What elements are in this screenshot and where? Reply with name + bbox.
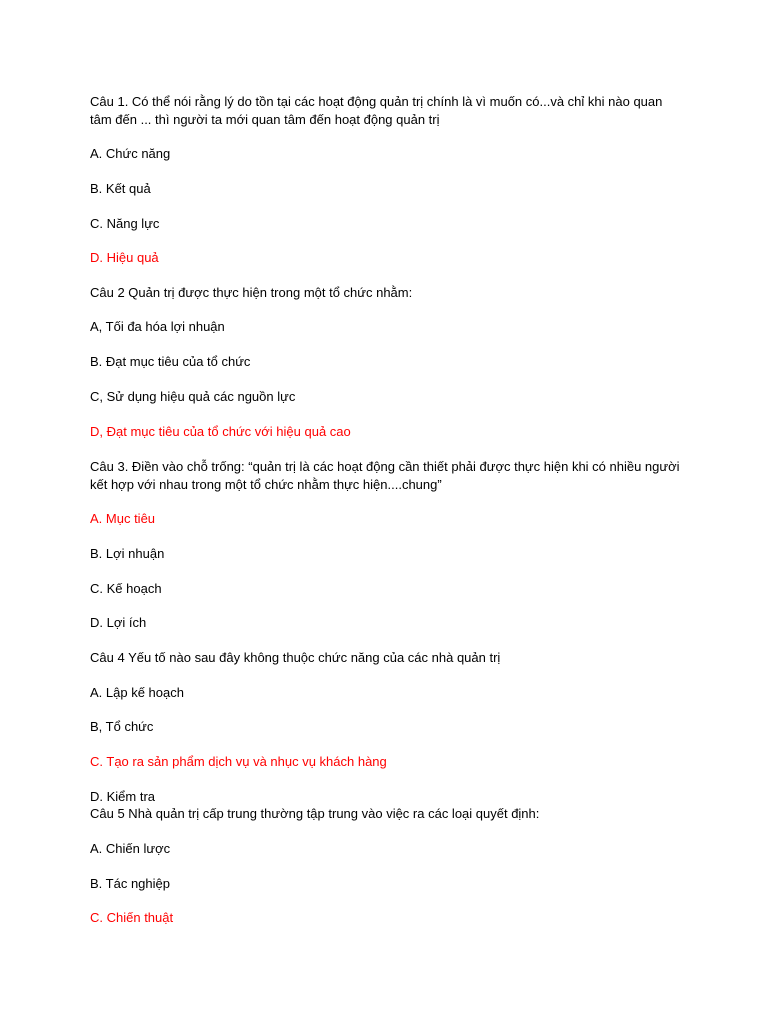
question-2-option-c: C, Sử dụng hiệu quả các nguồn lực (90, 389, 296, 404)
question-5-option-a: A. Chiến lược (90, 841, 171, 856)
question-4-option-a: A. Lập kế hoạch (90, 685, 184, 700)
question-5-option-b: B. Tác nghiệp (90, 876, 170, 891)
question-3-option-c: C. Kế hoạch (90, 581, 162, 596)
question-3-option-a-answer: A. Mục tiêu (90, 511, 156, 526)
question-1-text: Câu 1. Có thể nói rằng lý do tồn tại các hoạt động quản trị chính là vì muốn có...và chỉ khi nào quan tâm đến ... thì người ta mới quan tâm đến hoạt động quản trị (90, 94, 663, 127)
question-4-option-b: B, Tổ chức (90, 719, 154, 734)
question-2-option-d-answer: D, Đạt mục tiêu của tổ chức với hiệu quả cao (90, 424, 351, 439)
question-2-option-a: A, Tối đa hóa lợi nhuận (90, 319, 225, 334)
question-1-option-a: A. Chức năng (90, 146, 171, 161)
question-5-option-c-answer: C. Chiến thuật (90, 910, 174, 925)
question-1-option-c: C. Năng lực (90, 216, 160, 231)
question-4-option-d: D. Kiểm tra (90, 789, 156, 804)
question-4-text: Câu 4 Yếu tố nào sau đây không thuộc chức năng của các nhà quản trị (90, 650, 501, 665)
question-1-option-b: B. Kết quả (90, 181, 151, 196)
question-3-option-b: B. Lợi nhuận (90, 546, 165, 561)
question-4-option-c-answer: C. Tạo ra sản phẩm dịch vụ và nhục vụ khách hàng (90, 754, 387, 769)
question-2-text: Câu 2 Quản trị được thực hiện trong một tổ chức nhằm: (90, 285, 413, 300)
question-3-option-d: D. Lợi ích (90, 615, 147, 630)
question-3-text: Câu 3. Điền vào chỗ trống: “quản trị là các hoạt động cần thiết phải được thực hiện khi có nhiều người kết hợp với nhau trong một tổ chức nhằm thực hiện....chung” (90, 459, 680, 492)
question-2-option-b: B. Đạt mục tiêu của tổ chức (90, 354, 251, 369)
question-1-option-d-answer: D. Hiệu quả (90, 250, 159, 265)
question-5-text: Câu 5 Nhà quản trị cấp trung thường tập trung vào việc ra các loại quyết định: (90, 806, 540, 821)
